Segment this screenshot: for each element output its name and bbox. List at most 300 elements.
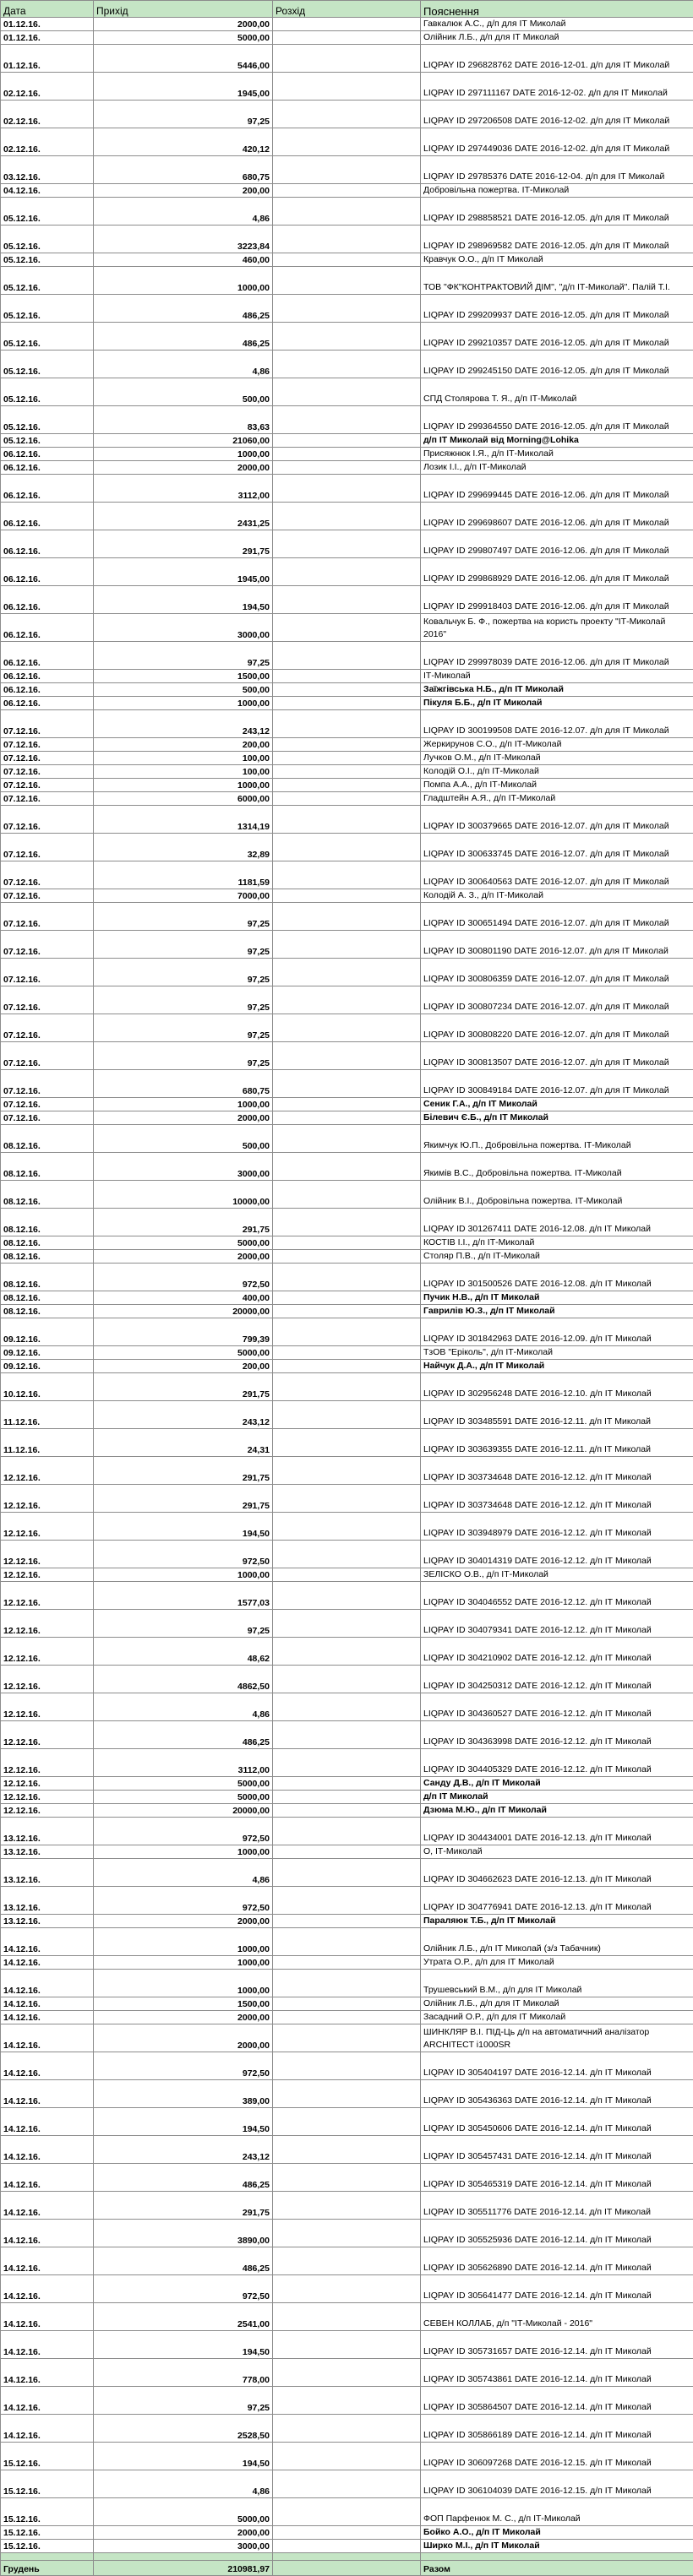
expense-cell[interactable] bbox=[273, 614, 421, 642]
expense-cell[interactable] bbox=[273, 642, 421, 670]
date-cell[interactable]: 07.12.16. bbox=[1, 986, 94, 1014]
date-cell[interactable]: 05.12.16. bbox=[1, 434, 94, 448]
expense-cell[interactable] bbox=[273, 792, 421, 806]
expense-cell[interactable] bbox=[273, 1209, 421, 1236]
note-cell[interactable]: ФОП Парфенюк М. С., д/п ІТ-Миколай bbox=[421, 2498, 693, 2526]
expense-cell[interactable] bbox=[273, 2387, 421, 2415]
income-cell[interactable]: 680,75 bbox=[94, 1070, 273, 1098]
date-cell[interactable]: 07.12.16. bbox=[1, 1070, 94, 1098]
income-cell[interactable]: 5000,00 bbox=[94, 1236, 273, 1250]
total-label[interactable]: Грудень bbox=[1, 2561, 94, 2576]
expense-cell[interactable] bbox=[273, 406, 421, 434]
income-cell[interactable]: 3000,00 bbox=[94, 1153, 273, 1181]
income-cell[interactable]: 83,63 bbox=[94, 406, 273, 434]
expense-cell[interactable] bbox=[273, 1373, 421, 1401]
expense-cell[interactable] bbox=[273, 586, 421, 614]
expense-cell[interactable] bbox=[273, 1014, 421, 1042]
expense-cell[interactable] bbox=[273, 1070, 421, 1098]
date-cell[interactable]: 07.12.16. bbox=[1, 779, 94, 792]
expense-cell[interactable] bbox=[273, 2164, 421, 2192]
date-cell[interactable]: 06.12.16. bbox=[1, 448, 94, 461]
expense-cell[interactable] bbox=[273, 2136, 421, 2164]
date-cell[interactable]: 08.12.16. bbox=[1, 1181, 94, 1209]
note-cell[interactable]: LIQPAY ID 305626890 DATE 2016-12.14. д/п ІТ Миколай bbox=[421, 2247, 693, 2275]
note-cell[interactable]: LIQPAY ID 300651494 DATE 2016-12.07. д/п для ІТ Миколай bbox=[421, 903, 693, 931]
income-cell[interactable]: 243,12 bbox=[94, 710, 273, 738]
date-cell[interactable]: 14.12.16. bbox=[1, 2331, 94, 2359]
date-cell[interactable]: 08.12.16. bbox=[1, 1236, 94, 1250]
income-cell[interactable]: 389,00 bbox=[94, 2080, 273, 2108]
expense-cell[interactable] bbox=[273, 1721, 421, 1749]
expense-cell[interactable] bbox=[273, 1305, 421, 1318]
note-cell[interactable]: Добровільна пожертва. ІТ-Миколай bbox=[421, 184, 693, 198]
income-cell[interactable]: 97,25 bbox=[94, 903, 273, 931]
income-cell[interactable]: 972,50 bbox=[94, 1541, 273, 1568]
expense-cell[interactable] bbox=[273, 1859, 421, 1887]
spacer-cell[interactable] bbox=[421, 2553, 693, 2561]
header-date[interactable]: Дата bbox=[1, 1, 94, 18]
note-cell[interactable]: Олійник Л.Б., д/п для ІТ Миколай bbox=[421, 1997, 693, 2011]
income-cell[interactable]: 4,86 bbox=[94, 1859, 273, 1887]
note-cell[interactable]: LIQPAY ID 299698607 DATE 2016-12.06. д/п для ІТ Миколай bbox=[421, 503, 693, 530]
date-cell[interactable]: 07.12.16. bbox=[1, 1042, 94, 1070]
income-cell[interactable]: 972,50 bbox=[94, 1887, 273, 1915]
expense-cell[interactable] bbox=[273, 1250, 421, 1264]
date-cell[interactable]: 12.12.16. bbox=[1, 1791, 94, 1804]
income-cell[interactable]: 3223,84 bbox=[94, 226, 273, 253]
note-cell[interactable]: СПД Столярова Т. Я., д/п ІТ-Миколай bbox=[421, 378, 693, 406]
note-cell[interactable]: LIQPAY ID 299364550 DATE 2016-12.05. д/п для ІТ Миколай bbox=[421, 406, 693, 434]
note-cell[interactable]: ЗЕЛІСКО О.В., д/п ІТ-Миколай bbox=[421, 1568, 693, 1582]
income-cell[interactable]: 6000,00 bbox=[94, 792, 273, 806]
income-cell[interactable]: 291,75 bbox=[94, 1485, 273, 1513]
expense-cell[interactable] bbox=[273, 2498, 421, 2526]
note-cell[interactable]: LIQPAY ID 304014319 DATE 2016-12.12. д/п ІТ Миколай bbox=[421, 1541, 693, 1568]
note-cell[interactable]: LIQPAY ID 300379665 DATE 2016-12.07. д/п для ІТ Миколай bbox=[421, 806, 693, 834]
date-cell[interactable]: 11.12.16. bbox=[1, 1429, 94, 1457]
expense-cell[interactable] bbox=[273, 752, 421, 765]
note-cell[interactable]: Присяжнюк І.Я., д/п ІТ-Миколай bbox=[421, 448, 693, 461]
expense-cell[interactable] bbox=[273, 2108, 421, 2136]
expense-cell[interactable] bbox=[273, 1928, 421, 1956]
note-cell[interactable]: Дзюма М.Ю., д/п ІТ Миколай bbox=[421, 1804, 693, 1818]
income-cell[interactable]: 1577,03 bbox=[94, 1582, 273, 1610]
note-cell[interactable]: LIQPAY ID 305457431 DATE 2016-12.14. д/п ІТ Миколай bbox=[421, 2136, 693, 2164]
income-cell[interactable]: 243,12 bbox=[94, 1401, 273, 1429]
date-cell[interactable]: 07.12.16. bbox=[1, 889, 94, 903]
note-cell[interactable]: LIQPAY ID 304210902 DATE 2016-12.12. д/п ІТ Миколай bbox=[421, 1638, 693, 1666]
note-cell[interactable]: Пікуля Б.Б., д/п ІТ Миколай bbox=[421, 697, 693, 710]
note-cell[interactable]: LIQPAY ID 299210357 DATE 2016-12.05. д/п для ІТ Миколай bbox=[421, 323, 693, 351]
note-cell[interactable]: LIQPAY ID 304250312 DATE 2016-12.12. д/п ІТ Миколай bbox=[421, 1666, 693, 1693]
date-cell[interactable]: 12.12.16. bbox=[1, 1666, 94, 1693]
income-cell[interactable]: 4,86 bbox=[94, 351, 273, 378]
note-cell[interactable]: LIQPAY ID 304360527 DATE 2016-12.12. д/п ІТ Миколай bbox=[421, 1693, 693, 1721]
income-cell[interactable]: 4,86 bbox=[94, 198, 273, 226]
income-cell[interactable]: 1000,00 bbox=[94, 448, 273, 461]
income-cell[interactable]: 1945,00 bbox=[94, 73, 273, 101]
income-cell[interactable]: 486,25 bbox=[94, 295, 273, 323]
note-cell[interactable]: LIQPAY ID 303734648 DATE 2016-12.12. д/п ІТ Миколай bbox=[421, 1485, 693, 1513]
note-cell[interactable]: LIQPAY ID 305866189 DATE 2016-12.14. д/п ІТ Миколай bbox=[421, 2415, 693, 2443]
income-cell[interactable]: 5000,00 bbox=[94, 31, 273, 45]
income-cell[interactable]: 2000,00 bbox=[94, 18, 273, 31]
note-cell[interactable]: LIQPAY ID 303734648 DATE 2016-12.12. д/п ІТ Миколай bbox=[421, 1457, 693, 1485]
income-cell[interactable]: 194,50 bbox=[94, 1513, 273, 1541]
income-cell[interactable]: 486,25 bbox=[94, 323, 273, 351]
note-cell[interactable]: LIQPAY ID 299868929 DATE 2016-12.06. д/п для ІТ Миколай bbox=[421, 558, 693, 586]
date-cell[interactable]: 07.12.16. bbox=[1, 861, 94, 889]
note-cell[interactable]: ТзОВ "Еріколь", д/п ІТ-Миколай bbox=[421, 1346, 693, 1360]
income-cell[interactable]: 460,00 bbox=[94, 253, 273, 267]
income-cell[interactable]: 1000,00 bbox=[94, 1098, 273, 1111]
income-cell[interactable]: 500,00 bbox=[94, 378, 273, 406]
income-cell[interactable]: 200,00 bbox=[94, 184, 273, 198]
expense-cell[interactable] bbox=[273, 1582, 421, 1610]
date-cell[interactable]: 09.12.16. bbox=[1, 1360, 94, 1373]
date-cell[interactable]: 14.12.16. bbox=[1, 2136, 94, 2164]
income-cell[interactable]: 48,62 bbox=[94, 1638, 273, 1666]
income-cell[interactable]: 778,00 bbox=[94, 2359, 273, 2387]
expense-cell[interactable] bbox=[273, 1098, 421, 1111]
date-cell[interactable]: 15.12.16. bbox=[1, 2540, 94, 2553]
note-cell[interactable]: LIQPAY ID 297111167 DATE 2016-12-02. д/п для ІТ Миколай bbox=[421, 73, 693, 101]
date-cell[interactable]: 12.12.16. bbox=[1, 1638, 94, 1666]
expense-cell[interactable] bbox=[273, 2443, 421, 2470]
note-cell[interactable]: LIQPAY ID 303639355 DATE 2016-12.11. д/п ІТ Миколай bbox=[421, 1429, 693, 1457]
expense-cell[interactable] bbox=[273, 2052, 421, 2080]
expense-cell[interactable] bbox=[273, 18, 421, 31]
date-cell[interactable]: 01.12.16. bbox=[1, 18, 94, 31]
note-cell[interactable]: О, ІТ-Миколай bbox=[421, 1845, 693, 1859]
note-cell[interactable]: LIQPAY ID 304662623 DATE 2016-12.13. д/п ІТ Миколай bbox=[421, 1859, 693, 1887]
note-cell[interactable]: LIQPAY ID 305864507 DATE 2016-12.14. д/п ІТ Миколай bbox=[421, 2387, 693, 2415]
income-cell[interactable]: 20000,00 bbox=[94, 1305, 273, 1318]
expense-cell[interactable] bbox=[273, 1749, 421, 1777]
note-cell[interactable]: LIQPAY ID 301267411 DATE 2016-12.08. д/п ІТ Миколай bbox=[421, 1209, 693, 1236]
note-cell[interactable]: СЕВЕН КОЛЛАБ, д/п "ІТ-Миколай - 2016" bbox=[421, 2303, 693, 2331]
note-cell[interactable]: LIQPAY ID 305436363 DATE 2016-12.14. д/п ІТ Миколай bbox=[421, 2080, 693, 2108]
income-cell[interactable]: 972,50 bbox=[94, 2052, 273, 2080]
header-note[interactable]: Пояснення bbox=[421, 1, 693, 18]
date-cell[interactable]: 12.12.16. bbox=[1, 1693, 94, 1721]
date-cell[interactable]: 14.12.16. bbox=[1, 2080, 94, 2108]
expense-cell[interactable] bbox=[273, 1291, 421, 1305]
date-cell[interactable]: 14.12.16. bbox=[1, 2220, 94, 2247]
date-cell[interactable]: 14.12.16. bbox=[1, 2164, 94, 2192]
date-cell[interactable]: 07.12.16. bbox=[1, 1098, 94, 1111]
note-cell[interactable]: Засадний О.Р., д/п для ІТ Миколай bbox=[421, 2011, 693, 2024]
note-cell[interactable]: LIQPAY ID 300849184 DATE 2016-12.07. д/п для ІТ Миколай bbox=[421, 1070, 693, 1098]
date-cell[interactable]: 13.12.16. bbox=[1, 1845, 94, 1859]
expense-cell[interactable] bbox=[273, 931, 421, 959]
date-cell[interactable]: 12.12.16. bbox=[1, 1777, 94, 1791]
date-cell[interactable]: 01.12.16. bbox=[1, 31, 94, 45]
expense-cell[interactable] bbox=[273, 779, 421, 792]
note-cell[interactable]: LIQPAY ID 300633745 DATE 2016-12.07. д/п для ІТ Миколай bbox=[421, 834, 693, 861]
note-cell[interactable]: LIQPAY ID 300640563 DATE 2016-12.07. д/п для ІТ Миколай bbox=[421, 861, 693, 889]
income-cell[interactable]: 3112,00 bbox=[94, 475, 273, 503]
note-cell[interactable]: Лозик І.І., д/п ІТ-Миколай bbox=[421, 461, 693, 475]
income-cell[interactable]: 2000,00 bbox=[94, 1111, 273, 1125]
income-cell[interactable]: 4,86 bbox=[94, 1693, 273, 1721]
date-cell[interactable]: 12.12.16. bbox=[1, 1513, 94, 1541]
income-cell[interactable]: 5000,00 bbox=[94, 2498, 273, 2526]
note-cell[interactable]: Пучик Н.В., д/п ІТ Миколай bbox=[421, 1291, 693, 1305]
note-cell[interactable]: Гладштейн А.Я., д/п ІТ-Миколай bbox=[421, 792, 693, 806]
date-cell[interactable]: 05.12.16. bbox=[1, 406, 94, 434]
note-cell[interactable]: Сеник Г.А., д/п ІТ Миколай bbox=[421, 1098, 693, 1111]
date-cell[interactable]: 07.12.16. bbox=[1, 765, 94, 779]
note-cell[interactable]: LIQPAY ID 305450606 DATE 2016-12.14. д/п ІТ Миколай bbox=[421, 2108, 693, 2136]
date-cell[interactable]: 13.12.16. bbox=[1, 1818, 94, 1845]
expense-cell[interactable] bbox=[273, 1236, 421, 1250]
note-cell[interactable]: Параляюк Т.Б., д/п ІТ Миколай bbox=[421, 1915, 693, 1928]
expense-cell[interactable] bbox=[273, 2303, 421, 2331]
date-cell[interactable]: 07.12.16. bbox=[1, 959, 94, 986]
expense-cell[interactable] bbox=[273, 156, 421, 184]
date-cell[interactable]: 05.12.16. bbox=[1, 351, 94, 378]
income-cell[interactable]: 1000,00 bbox=[94, 1928, 273, 1956]
income-cell[interactable]: 1000,00 bbox=[94, 267, 273, 295]
income-cell[interactable]: 97,25 bbox=[94, 642, 273, 670]
expense-cell[interactable] bbox=[273, 2359, 421, 2387]
income-cell[interactable]: 799,39 bbox=[94, 1318, 273, 1346]
income-cell[interactable]: 1945,00 bbox=[94, 558, 273, 586]
date-cell[interactable]: 11.12.16. bbox=[1, 1401, 94, 1429]
expense-cell[interactable] bbox=[273, 378, 421, 406]
spacer-cell[interactable] bbox=[273, 2553, 421, 2561]
date-cell[interactable]: 07.12.16. bbox=[1, 806, 94, 834]
date-cell[interactable]: 08.12.16. bbox=[1, 1125, 94, 1153]
note-cell[interactable]: LIQPAY ID 300199508 DATE 2016-12.07. д/п для ІТ Миколай bbox=[421, 710, 693, 738]
date-cell[interactable]: 06.12.16. bbox=[1, 503, 94, 530]
income-cell[interactable]: 291,75 bbox=[94, 1373, 273, 1401]
expense-cell[interactable] bbox=[273, 448, 421, 461]
expense-cell[interactable] bbox=[273, 1818, 421, 1845]
expense-cell[interactable] bbox=[273, 226, 421, 253]
expense-cell[interactable] bbox=[273, 1181, 421, 1209]
date-cell[interactable]: 06.12.16. bbox=[1, 642, 94, 670]
date-cell[interactable]: 07.12.16. bbox=[1, 1111, 94, 1125]
date-cell[interactable]: 14.12.16. bbox=[1, 2192, 94, 2220]
note-cell[interactable]: LIQPAY ID 305511776 DATE 2016-12.14. д/п ІТ Миколай bbox=[421, 2192, 693, 2220]
date-cell[interactable]: 08.12.16. bbox=[1, 1264, 94, 1291]
date-cell[interactable]: 07.12.16. bbox=[1, 752, 94, 765]
note-cell[interactable]: LIQPAY ID 298858521 DATE 2016-12.05. д/п для ІТ Миколай bbox=[421, 198, 693, 226]
note-cell[interactable]: Лучков О.М., д/п ІТ-Миколай bbox=[421, 752, 693, 765]
income-cell[interactable]: 2528,50 bbox=[94, 2415, 273, 2443]
income-cell[interactable]: 194,50 bbox=[94, 2331, 273, 2359]
expense-cell[interactable] bbox=[273, 1457, 421, 1485]
note-cell[interactable]: LIQPAY ID 299978039 DATE 2016-12.06. д/п для ІТ Миколай bbox=[421, 642, 693, 670]
date-cell[interactable]: 07.12.16. bbox=[1, 792, 94, 806]
income-cell[interactable]: 194,50 bbox=[94, 2443, 273, 2470]
date-cell[interactable]: 06.12.16. bbox=[1, 475, 94, 503]
income-cell[interactable]: 5000,00 bbox=[94, 1346, 273, 1360]
income-cell[interactable]: 291,75 bbox=[94, 1209, 273, 1236]
income-cell[interactable]: 3890,00 bbox=[94, 2220, 273, 2247]
note-cell[interactable]: Колодій О.І., д/п ІТ-Миколай bbox=[421, 765, 693, 779]
date-cell[interactable]: 06.12.16. bbox=[1, 558, 94, 586]
expense-cell[interactable] bbox=[273, 73, 421, 101]
spacer-cell[interactable] bbox=[94, 2553, 273, 2561]
date-cell[interactable]: 14.12.16. bbox=[1, 2303, 94, 2331]
date-cell[interactable]: 02.12.16. bbox=[1, 73, 94, 101]
date-cell[interactable]: 13.12.16. bbox=[1, 1915, 94, 1928]
income-cell[interactable]: 2000,00 bbox=[94, 1250, 273, 1264]
date-cell[interactable]: 14.12.16. bbox=[1, 1970, 94, 1997]
income-cell[interactable]: 32,89 bbox=[94, 834, 273, 861]
date-cell[interactable]: 05.12.16. bbox=[1, 267, 94, 295]
expense-cell[interactable] bbox=[273, 323, 421, 351]
date-cell[interactable]: 06.12.16. bbox=[1, 461, 94, 475]
income-cell[interactable]: 194,50 bbox=[94, 2108, 273, 2136]
expense-cell[interactable] bbox=[273, 2331, 421, 2359]
note-cell[interactable]: Утрата О.Р., д/п для ІТ Миколай bbox=[421, 1956, 693, 1970]
date-cell[interactable]: 12.12.16. bbox=[1, 1610, 94, 1638]
note-cell[interactable]: Жеркирунов С.О., д/п ІТ-Миколай bbox=[421, 738, 693, 752]
income-cell[interactable]: 2000,00 bbox=[94, 1915, 273, 1928]
note-cell[interactable]: LIQPAY ID 299699445 DATE 2016-12.06. д/п для ІТ Миколай bbox=[421, 475, 693, 503]
note-cell[interactable]: Бойко А.О., д/п ІТ Миколай bbox=[421, 2526, 693, 2540]
expense-cell[interactable] bbox=[273, 697, 421, 710]
note-cell[interactable]: LIQPAY ID 299209937 DATE 2016-12.05. д/п для ІТ Миколай bbox=[421, 295, 693, 323]
expense-cell[interactable] bbox=[273, 1042, 421, 1070]
expense-cell[interactable] bbox=[273, 1125, 421, 1153]
note-cell[interactable]: LIQPAY ID 297449036 DATE 2016-12-02. д/п для ІТ Миколай bbox=[421, 128, 693, 156]
date-cell[interactable]: 02.12.16. bbox=[1, 101, 94, 128]
note-cell[interactable]: Білевич Є.Б., д/п ІТ Миколай bbox=[421, 1111, 693, 1125]
expense-cell[interactable] bbox=[273, 1845, 421, 1859]
date-cell[interactable]: 13.12.16. bbox=[1, 1859, 94, 1887]
income-cell[interactable]: 1181,59 bbox=[94, 861, 273, 889]
note-cell[interactable]: Гаврилів Ю.З., д/п ІТ Миколай bbox=[421, 1305, 693, 1318]
income-cell[interactable]: 5000,00 bbox=[94, 1777, 273, 1791]
expense-cell[interactable] bbox=[273, 986, 421, 1014]
income-cell[interactable]: 97,25 bbox=[94, 1042, 273, 1070]
note-cell[interactable]: д/п ІТ Миколай від Morning@Lohika bbox=[421, 434, 693, 448]
note-cell[interactable]: LIQPAY ID 305404197 DATE 2016-12.14. д/п ІТ Миколай bbox=[421, 2052, 693, 2080]
note-cell[interactable]: ІТ-Миколай bbox=[421, 670, 693, 683]
date-cell[interactable]: 07.12.16. bbox=[1, 1014, 94, 1042]
date-cell[interactable]: 14.12.16. bbox=[1, 2011, 94, 2024]
date-cell[interactable]: 14.12.16. bbox=[1, 2052, 94, 2080]
expense-cell[interactable] bbox=[273, 1568, 421, 1582]
expense-cell[interactable] bbox=[273, 1401, 421, 1429]
income-cell[interactable]: 5000,00 bbox=[94, 1791, 273, 1804]
expense-cell[interactable] bbox=[273, 351, 421, 378]
date-cell[interactable]: 06.12.16. bbox=[1, 614, 94, 642]
note-cell[interactable]: LIQPAY ID 300807234 DATE 2016-12.07. д/п для ІТ Миколай bbox=[421, 986, 693, 1014]
note-cell[interactable]: LIQPAY ID 301500526 DATE 2016-12.08. д/п ІТ Миколай bbox=[421, 1264, 693, 1291]
date-cell[interactable]: 08.12.16. bbox=[1, 1291, 94, 1305]
note-cell[interactable]: LIQPAY ID 300806359 DATE 2016-12.07. д/п для ІТ Миколай bbox=[421, 959, 693, 986]
note-cell[interactable]: Заїжгівська Н.Б., д/п ІТ Миколай bbox=[421, 683, 693, 697]
expense-cell[interactable] bbox=[273, 2526, 421, 2540]
income-cell[interactable]: 1000,00 bbox=[94, 1956, 273, 1970]
expense-cell[interactable] bbox=[273, 184, 421, 198]
note-cell[interactable]: LIQPAY ID 298969582 DATE 2016-12.05. д/п для ІТ Миколай bbox=[421, 226, 693, 253]
date-cell[interactable]: 05.12.16. bbox=[1, 198, 94, 226]
date-cell[interactable]: 08.12.16. bbox=[1, 1305, 94, 1318]
expense-cell[interactable] bbox=[273, 1346, 421, 1360]
income-cell[interactable]: 1000,00 bbox=[94, 1845, 273, 1859]
date-cell[interactable]: 14.12.16. bbox=[1, 2359, 94, 2387]
date-cell[interactable]: 12.12.16. bbox=[1, 1749, 94, 1777]
note-cell[interactable]: LIQPAY ID 297206508 DATE 2016-12-02. д/п для ІТ Миколай bbox=[421, 101, 693, 128]
expense-cell[interactable] bbox=[273, 1360, 421, 1373]
income-cell[interactable]: 1500,00 bbox=[94, 1997, 273, 2011]
income-cell[interactable]: 97,25 bbox=[94, 986, 273, 1014]
note-cell[interactable]: Колодій А. З., д/п ІТ-Миколай bbox=[421, 889, 693, 903]
note-cell[interactable]: ТОВ "ФК"КОНТРАКТОВИЙ ДІМ", "д/п ІТ-Миколай". Палій Т.І. bbox=[421, 267, 693, 295]
income-cell[interactable]: 20000,00 bbox=[94, 1804, 273, 1818]
total-income[interactable]: 210981,97 bbox=[94, 2561, 273, 2576]
note-cell[interactable]: Ширко М.І., д/п ІТ Миколай bbox=[421, 2540, 693, 2553]
expense-cell[interactable] bbox=[273, 253, 421, 267]
expense-cell[interactable] bbox=[273, 295, 421, 323]
income-cell[interactable]: 2000,00 bbox=[94, 2011, 273, 2024]
note-cell[interactable]: LIQPAY ID 296828762 DATE 2016-12-01. д/п для ІТ Миколай bbox=[421, 45, 693, 73]
expense-cell[interactable] bbox=[273, 710, 421, 738]
date-cell[interactable]: 14.12.16. bbox=[1, 2387, 94, 2415]
income-cell[interactable]: 500,00 bbox=[94, 683, 273, 697]
date-cell[interactable]: 08.12.16. bbox=[1, 1153, 94, 1181]
note-cell[interactable]: LIQPAY ID 300808220 DATE 2016-12.07. д/п для ІТ Миколай bbox=[421, 1014, 693, 1042]
income-cell[interactable]: 10000,00 bbox=[94, 1181, 273, 1209]
expense-cell[interactable] bbox=[273, 461, 421, 475]
date-cell[interactable]: 06.12.16. bbox=[1, 586, 94, 614]
expense-cell[interactable] bbox=[273, 1638, 421, 1666]
spacer-cell[interactable] bbox=[1, 2553, 94, 2561]
expense-cell[interactable] bbox=[273, 765, 421, 779]
date-cell[interactable]: 14.12.16. bbox=[1, 1997, 94, 2011]
note-cell[interactable]: Помпа А.А., д/п ІТ-Миколай bbox=[421, 779, 693, 792]
expense-cell[interactable] bbox=[273, 530, 421, 558]
income-cell[interactable]: 500,00 bbox=[94, 1125, 273, 1153]
income-cell[interactable]: 4,86 bbox=[94, 2470, 273, 2498]
date-cell[interactable]: 05.12.16. bbox=[1, 295, 94, 323]
note-cell[interactable]: LIQPAY ID 304776941 DATE 2016-12.13. д/п ІТ Миколай bbox=[421, 1887, 693, 1915]
date-cell[interactable]: 14.12.16. bbox=[1, 2024, 94, 2052]
income-cell[interactable]: 2000,00 bbox=[94, 461, 273, 475]
date-cell[interactable]: 12.12.16. bbox=[1, 1541, 94, 1568]
income-cell[interactable]: 200,00 bbox=[94, 738, 273, 752]
note-cell[interactable]: LIQPAY ID 305743861 DATE 2016-12.14. д/п ІТ Миколай bbox=[421, 2359, 693, 2387]
expense-cell[interactable] bbox=[273, 128, 421, 156]
note-cell[interactable]: LIQPAY ID 303948979 DATE 2016-12.12. д/п ІТ Миколай bbox=[421, 1513, 693, 1541]
expense-cell[interactable] bbox=[273, 45, 421, 73]
income-cell[interactable]: 486,25 bbox=[94, 2247, 273, 2275]
income-cell[interactable]: 1000,00 bbox=[94, 1568, 273, 1582]
income-cell[interactable]: 3000,00 bbox=[94, 2540, 273, 2553]
expense-cell[interactable] bbox=[273, 267, 421, 295]
date-cell[interactable]: 15.12.16. bbox=[1, 2470, 94, 2498]
income-cell[interactable]: 97,25 bbox=[94, 931, 273, 959]
note-cell[interactable]: ШИНКЛЯР В.І. ПІД-Ць д/п на автоматичний аналізатор ARCHITECT i1000SR bbox=[421, 2024, 693, 2052]
date-cell[interactable]: 03.12.16. bbox=[1, 156, 94, 184]
note-cell[interactable]: LIQPAY ID 304363998 DATE 2016-12.12. д/п ІТ Миколай bbox=[421, 1721, 693, 1749]
expense-cell[interactable] bbox=[273, 2415, 421, 2443]
note-cell[interactable]: Трушевський В.М., д/п для ІТ Миколай bbox=[421, 1970, 693, 1997]
date-cell[interactable]: 12.12.16. bbox=[1, 1582, 94, 1610]
expense-cell[interactable] bbox=[273, 903, 421, 931]
note-cell[interactable]: КОСТІВ І.І., д/п ІТ-Миколай bbox=[421, 1236, 693, 1250]
income-cell[interactable]: 2541,00 bbox=[94, 2303, 273, 2331]
expense-cell[interactable] bbox=[273, 198, 421, 226]
income-cell[interactable]: 194,50 bbox=[94, 586, 273, 614]
